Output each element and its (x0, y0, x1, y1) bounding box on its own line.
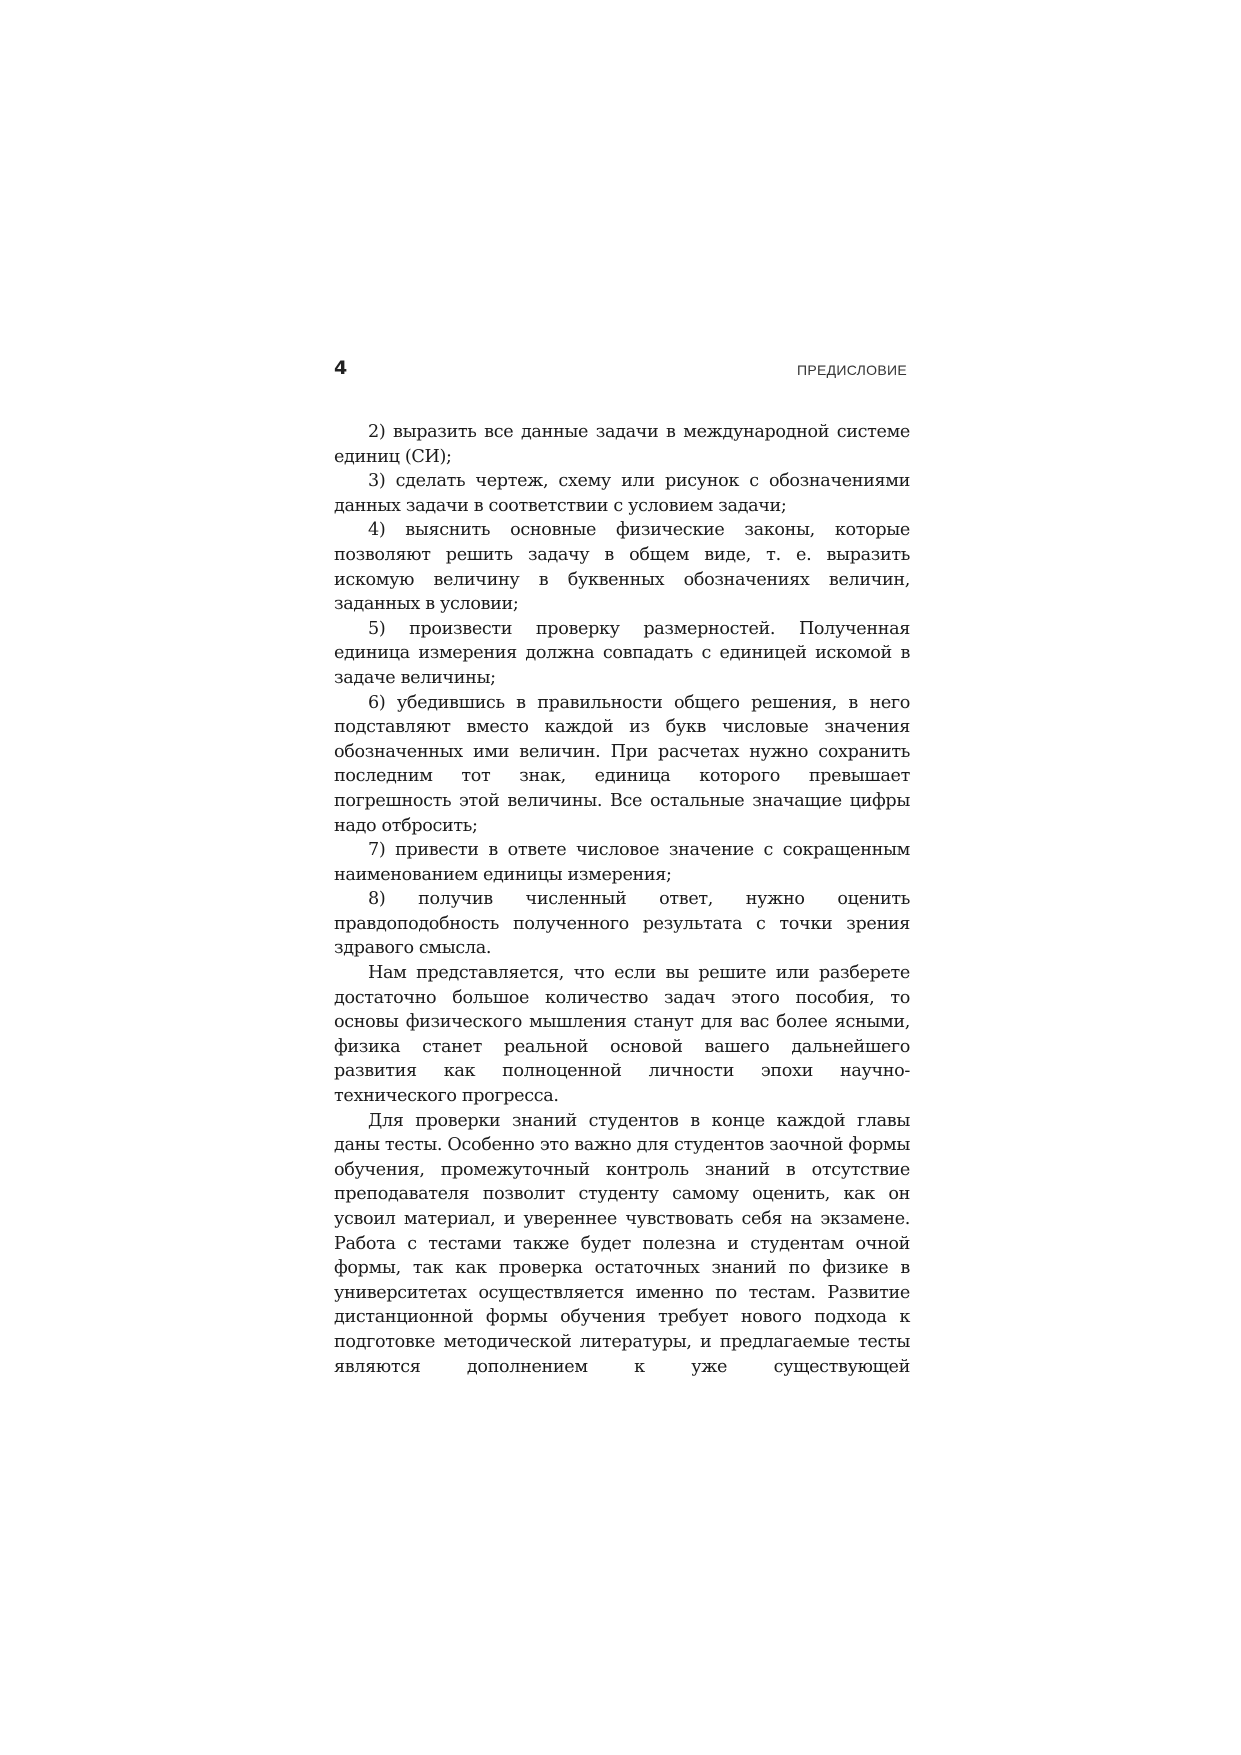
paragraph-step-6: 6) убедившись в правильности общего решения, в него подставляют вместо каждой из букв числовые значения обозначенных ими величин. При расчетах нужно сохранить последним тот знак, единица которого превышает погрешность этой величины. Все остальные значащие цифры надо отбросить; (334, 692, 910, 836)
paragraph-step-3: 3) сделать чертеж, схему или рисунок с обозначениями данных задачи в соответствии с условием задачи; (334, 471, 910, 516)
paragraph-conclusion: Нам представляется, что если вы решите или разберете достаточно большое количество задач этого пособия, то основы физического мышления станут для вас более ясными, физика станет реальной основой вашего дальнейшего развития как полноценной личности эпохи научно-технического прогресса. (334, 963, 910, 1107)
paragraph-step-2: 2) выразить все данные задачи в международной системе единиц (СИ); (334, 422, 910, 467)
running-title: ПРЕДИСЛОВИЕ (796, 362, 907, 378)
body-text (334, 420, 910, 1379)
paragraph-tests: Для проверки знаний студентов в конце каждой главы даны тесты. Особенно это важно для студентов заочной формы обучения, промежуточный контроль знаний в отсутствие преподавателя позволит студенту самому оценить, как он усвоил материал, и увереннее чувствовать себя на экзамене. Работа с тестами также будет полезна и студентам очной формы, так как проверка остаточных знаний по физике в университетах осуществляется именно по тестам. Развитие дистанционной формы обучения требует нового подхода к подготовке методической литературы, и предлагаемые тесты являются дополнением к уже существующей (334, 1110, 910, 1377)
paragraph-step-7: 7) привести в ответе числовое значение с сокращенным наименованием единицы измерения; (334, 840, 910, 885)
paragraph-step-8: 8) получив численный ответ, нужно оценить правдоподобность полученного результата с точки зрения здравого смысла. (334, 889, 910, 959)
page-number: 4 (334, 357, 348, 379)
paragraph-step-5: 5) произвести проверку размерностей. Полученная единица измерения должна совпадать с единицей искомой в задаче величины; (334, 618, 910, 688)
paragraph-step-4: 4) выяснить основные физические законы, которые позволяют решить задачу в общем виде, т. е. выразить искомую величину в буквенных обозначениях величин, заданных в условии; (334, 520, 910, 615)
